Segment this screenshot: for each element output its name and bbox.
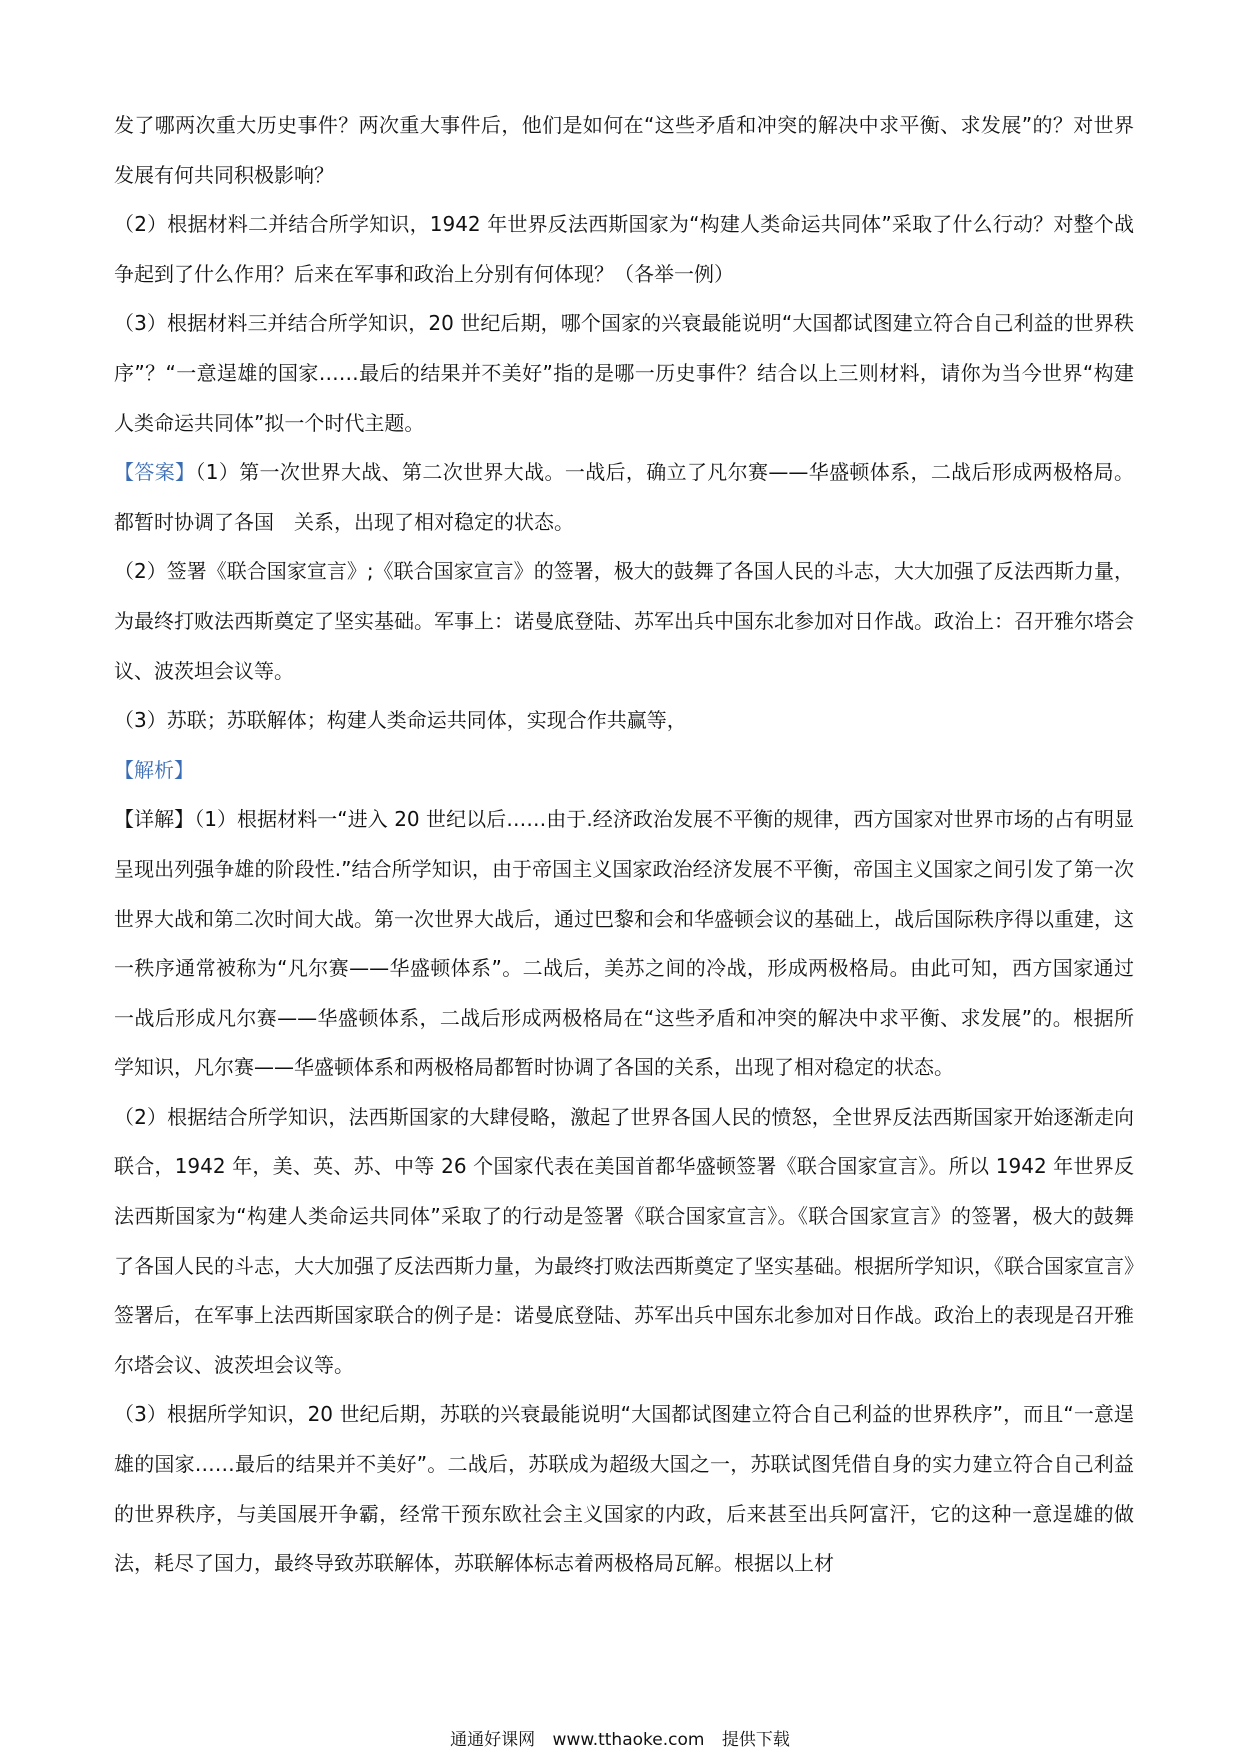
footer-url[interactable]: www.tthaoke.com <box>552 1730 705 1750</box>
detail-2: （2）根据结合所学知识，法西斯国家的大肆侵略，激起了世界各国人民的愤怒，全世界反法西斯国家开始逐渐走向联合，1942 年，美、英、苏、中等 26 个国家代表在美国首都华盛顿签署《联合国家宣言》。所以 1942 年世界反法西斯国家为“构建人类命运共同体”采取了的行动是签署《联合国家宣言》。《联合国家宣言》的签署，极大的鼓舞了各国人民的斗志，大大加强了反法西斯力量，为最终打败法西斯奠定了坚实基础。根据所学知识，《联合国家宣言》签署后，在军事上法西斯国家联合的例子是：诺曼底登陆、苏军出兵中国东北参加对日作战。政治上的表现是召开雅尔塔会议、波茨坦会议等。 <box>114 1104 1134 1377</box>
question-2: （2）根据材料二并结合所学知识，1942 年世界反法西斯国家为“构建人类命运共同体”采取了什么行动？对整个战争起到了什么作用？后来在军事和政治上分别有何体现？（各举一例） <box>114 212 1134 286</box>
answer-1 <box>114 448 1134 547</box>
question-intro: 发了哪两次重大历史事件？两次重大事件后，他们是如何在“这些矛盾和冲突的解决中求平衡、求发展”的？对世界发展有何共同积极影响？ <box>114 113 1134 187</box>
detail-1-text: （1）根据材料一“进入 20 世纪以后……由于.经济政治发展不平衡的规律，西方国家对世界市场的占有明显呈现出列强争雄的阶段性.”结合所学知识，由于帝国主义国家政治经济发展不平衡，帝国主义国家之间引发了第一次世界大战和第二次时间大战。第一次世界大战后，通过巴黎和会和华盛顿会议的基础上，战后国际秩序得以重建，这一秩序通常被称为“凡尔赛——华盛顿体系”。二战后，美苏之间的冷战，形成两极格局。由此可知，西方国家通过一战后形成凡尔赛——华盛顿体系，二战后形成两极格局在“这些矛盾和冲突的解决中求平衡、求发展”的。根据所学知识，凡尔赛——华盛顿体系和两极格局都暂时协调了各国的关系，出现了相对稳定的状态。 <box>114 807 1134 1080</box>
detail-1 <box>114 795 1134 1093</box>
question-3: （3）根据材料三并结合所学知识，20 世纪后期，哪个国家的兴衰最能说明“大国都试图建立符合自己利益的世界秩序”？“一意逞雄的国家……最后的结果并不美好”指的是哪一历史事件？结合以上三则材料，请你为当今世界“构建人类命运共同体”拟一个时代主题。 <box>114 311 1134 435</box>
footer-note: 提供下载 <box>721 1730 790 1750</box>
footer-site-name: 通通好课网 <box>450 1730 536 1750</box>
detail-3: （3）根据所学知识，20 世纪后期，苏联的兴衰最能说明“大国都试图建立符合自己利益的世界秩序”，而且“一意逞雄的国家……最后的结果并不美好”。二战后，苏联成为超级大国之一，苏联试图凭借自身的实力建立符合自己利益的世界秩序，与美国展开争霸，经常干预东欧社会主义国家的内政，后来甚至出兵阿富汗，它的这种一意逞雄的做法，耗尽了国力，最终导致苏联解体，苏联解体标志着两极格局瓦解。根据以上材 <box>114 1402 1134 1576</box>
answer-2: （2）签署《联合国家宣言》;《联合国家宣言》的签署，极大的鼓舞了各国人民的斗志，大大加强了反法西斯力量，为最终打败法西斯奠定了坚实基础。军事上：诺曼底登陆、苏军出兵中国东北参加对日作战。政治上：召开雅尔塔会议、波茨坦会议等。 <box>114 559 1134 683</box>
detail-label: 【详解】 <box>114 807 195 832</box>
answer-1-text: （1）第一次世界大战、第二次世界大战。一战后，确立了凡尔赛——华盛顿体系，二战后形成两极格局。都暂时协调了各国 关系，出现了相对稳定的状态。 <box>114 460 1135 534</box>
answer-3: （3）苏联；苏联解体；构建人类命运共同体，实现合作共赢等， <box>114 708 687 733</box>
document-body <box>114 101 1134 1589</box>
analysis-heading <box>114 746 1134 796</box>
page-footer <box>0 1728 1240 1752</box>
analysis-label: 【解析】 <box>114 757 194 782</box>
answer-label: 【答案】 <box>114 460 196 485</box>
